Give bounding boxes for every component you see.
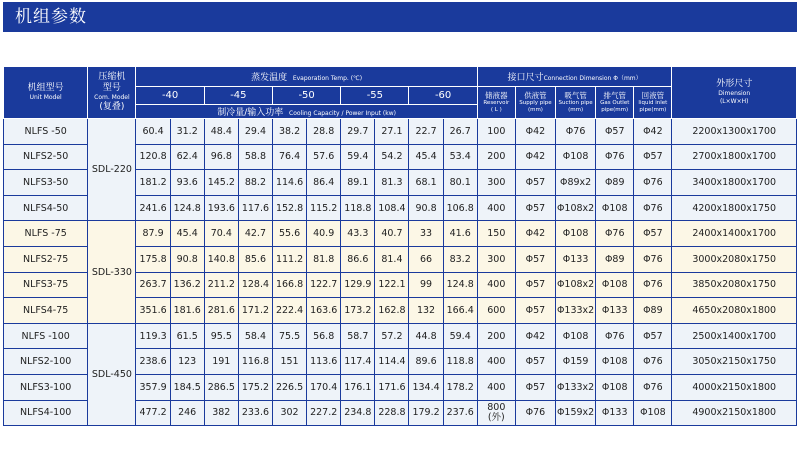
gas-outlet-pipe-cell: Φ57 — [596, 119, 634, 145]
supply-pipe-cell: Φ57 — [515, 374, 555, 400]
value-cell: 115.2 — [307, 195, 341, 221]
reservoir-cell: 400 — [477, 349, 515, 375]
gas-outlet-pipe-cell: Φ133 — [596, 298, 634, 324]
value-cell: 68.1 — [409, 170, 443, 196]
value-cell: 43.3 — [341, 221, 375, 247]
value-cell: 179.2 — [409, 400, 443, 426]
reservoir-note: (外) — [487, 411, 505, 423]
value-cell: 86.4 — [307, 170, 341, 196]
supply-pipe-cell: Φ57 — [515, 170, 555, 196]
dimension-header: 外形尺寸 Dimension (L×W×H) — [672, 67, 797, 119]
supply-pipe-cell: Φ57 — [515, 298, 555, 324]
value-cell: 171.2 — [238, 298, 272, 324]
unit-model-cell: NLFS -100 — [4, 323, 88, 349]
value-cell: 118.8 — [443, 349, 477, 375]
value-cell: 54.2 — [375, 144, 409, 170]
suction-pipe-header: 吸气管 Suction pipe (mm) — [556, 87, 596, 119]
value-cell: 27.1 — [375, 119, 409, 145]
value-cell: 152.8 — [272, 195, 306, 221]
value-cell: 151 — [272, 349, 306, 375]
value-cell: 241.6 — [136, 195, 170, 221]
liquid-inlet-pipe-cell: Φ42 — [634, 119, 672, 145]
unit-model-cell: NLFS3-100 — [4, 374, 88, 400]
value-cell: 166.8 — [272, 272, 306, 298]
supply-pipe-cell: Φ42 — [515, 323, 555, 349]
value-cell: 62.4 — [170, 144, 204, 170]
liquid-inlet-pipe-cell: Φ89 — [634, 298, 672, 324]
liquid-inlet-pipe-cell: Φ57 — [634, 221, 672, 247]
evaporation-temp-header: 蒸发温度 Evaporation Temp. (℃) — [136, 67, 477, 87]
value-cell: 106.8 — [443, 195, 477, 221]
reservoir-cell: 200 — [477, 323, 515, 349]
value-cell: 351.6 — [136, 298, 170, 324]
suction-pipe-cell: Φ108 — [556, 221, 596, 247]
supply-pipe-cell: Φ57 — [515, 349, 555, 375]
dimension-cell: 4900x2150x1800 — [672, 400, 797, 426]
value-cell: 263.7 — [136, 272, 170, 298]
value-cell: 286.5 — [204, 374, 238, 400]
table-row — [4, 119, 797, 145]
gas-outlet-pipe-cell: Φ89 — [596, 170, 634, 196]
value-cell: 29.7 — [341, 119, 375, 145]
value-cell: 90.8 — [170, 246, 204, 272]
value-cell: 302 — [272, 400, 306, 426]
value-cell: 119.3 — [136, 323, 170, 349]
value-cell: 184.5 — [170, 374, 204, 400]
reservoir-cell: 400 — [477, 272, 515, 298]
value-cell: 357.9 — [136, 374, 170, 400]
compressor-model-cell: SDL-330 — [88, 221, 136, 323]
value-cell: 41.6 — [443, 221, 477, 247]
value-cell: 227.2 — [307, 400, 341, 426]
value-cell: 58.4 — [238, 323, 272, 349]
temp-header: -55 — [341, 87, 409, 105]
liquid-inlet-pipe-cell: Φ108 — [634, 400, 672, 426]
value-cell: 76.4 — [272, 144, 306, 170]
value-cell: 40.7 — [375, 221, 409, 247]
supply-pipe-cell: Φ42 — [515, 144, 555, 170]
suction-pipe-cell: Φ159x2 — [556, 400, 596, 426]
reservoir-cell: 150 — [477, 221, 515, 247]
unit-model-cell: NLFS -75 — [4, 221, 88, 247]
value-cell: 57.6 — [307, 144, 341, 170]
suction-pipe-cell: Φ133x2 — [556, 374, 596, 400]
value-cell: 53.4 — [443, 144, 477, 170]
reservoir-cell: 300 — [477, 170, 515, 196]
value-cell: 238.6 — [136, 349, 170, 375]
value-cell: 181.6 — [170, 298, 204, 324]
unit-model-cell: NLFS3-50 — [4, 170, 88, 196]
unit-model-cell: NLFS4-100 — [4, 400, 88, 426]
suction-pipe-cell: Φ108x2 — [556, 195, 596, 221]
value-cell: 31.2 — [170, 119, 204, 145]
suction-pipe-cell: Φ159 — [556, 349, 596, 375]
value-cell: 85.6 — [238, 246, 272, 272]
value-cell: 117.6 — [238, 195, 272, 221]
reservoir-cell: 400 — [477, 195, 515, 221]
value-cell: 93.6 — [170, 170, 204, 196]
value-cell: 83.2 — [443, 246, 477, 272]
dimension-cell: 3400x1800x1700 — [672, 170, 797, 196]
temp-header: -45 — [204, 87, 272, 105]
connection-dimension-header: 接口尺寸Connection Dimension Φ（mm） — [477, 67, 672, 87]
value-cell: 81.8 — [307, 246, 341, 272]
value-cell: 122.1 — [375, 272, 409, 298]
temp-header: -50 — [272, 87, 340, 105]
value-cell: 42.7 — [238, 221, 272, 247]
value-cell: 81.4 — [375, 246, 409, 272]
suction-pipe-cell: Φ108 — [556, 323, 596, 349]
value-cell: 122.7 — [307, 272, 341, 298]
value-cell: 132 — [409, 298, 443, 324]
value-cell: 59.4 — [341, 144, 375, 170]
value-cell: 145.2 — [204, 170, 238, 196]
dimension-cell: 4200x1800x1750 — [672, 195, 797, 221]
suction-pipe-cell: Φ108 — [556, 144, 596, 170]
reservoir-cell: 200 — [477, 144, 515, 170]
gas-outlet-pipe-cell: Φ108 — [596, 374, 634, 400]
liquid-inlet-pipe-cell: Φ57 — [634, 144, 672, 170]
value-cell: 178.2 — [443, 374, 477, 400]
suction-pipe-cell: Φ133x2 — [556, 298, 596, 324]
value-cell: 29.4 — [238, 119, 272, 145]
value-cell: 86.6 — [341, 246, 375, 272]
dimension-cell: 2200x1300x1700 — [672, 119, 797, 145]
temp-header: -40 — [136, 87, 204, 105]
value-cell: 40.9 — [307, 221, 341, 247]
value-cell: 60.4 — [136, 119, 170, 145]
table-row — [4, 221, 797, 247]
table-row — [4, 323, 797, 349]
unit-model-cell: NLFS4-50 — [4, 195, 88, 221]
value-cell: 55.6 — [272, 221, 306, 247]
gas-outlet-pipe-cell: Φ108 — [596, 195, 634, 221]
value-cell: 134.4 — [409, 374, 443, 400]
supply-pipe-cell: Φ42 — [515, 119, 555, 145]
gas-outlet-pipe-cell: Φ76 — [596, 221, 634, 247]
value-cell: 28.8 — [307, 119, 341, 145]
value-cell: 45.4 — [409, 144, 443, 170]
liquid-inlet-pipe-cell: Φ76 — [634, 246, 672, 272]
value-cell: 33 — [409, 221, 443, 247]
unit-model-cell: NLFS2-50 — [4, 144, 88, 170]
value-cell: 59.4 — [443, 323, 477, 349]
value-cell: 111.2 — [272, 246, 306, 272]
suction-pipe-cell: Φ108x2 — [556, 272, 596, 298]
value-cell: 90.8 — [409, 195, 443, 221]
value-cell: 114.4 — [375, 349, 409, 375]
value-cell: 246 — [170, 400, 204, 426]
liquid-inlet-pipe-cell: Φ76 — [634, 374, 672, 400]
dimension-cell: 3050x2150x1750 — [672, 349, 797, 375]
reservoir-cell: 600 — [477, 298, 515, 324]
gas-outlet-pipe-cell: Φ108 — [596, 272, 634, 298]
liquid-inlet-pipe-header: 回液管 liquid inlet pipe(mm) — [634, 87, 672, 119]
dimension-cell: 2700x1800x1700 — [672, 144, 797, 170]
suction-pipe-cell: Φ133 — [556, 246, 596, 272]
dimension-cell: 2400x1400x1700 — [672, 221, 797, 247]
liquid-inlet-pipe-cell: Φ76 — [634, 170, 672, 196]
value-cell: 166.4 — [443, 298, 477, 324]
reservoir-cell: 100 — [477, 119, 515, 145]
liquid-inlet-pipe-cell: Φ76 — [634, 349, 672, 375]
gas-outlet-pipe-header: 排气管 Gas Outlet pipe(mm) — [596, 87, 634, 119]
gas-outlet-pipe-cell: Φ76 — [596, 323, 634, 349]
unit-model-cell: NLFS2-100 — [4, 349, 88, 375]
suction-pipe-cell: Φ89x2 — [556, 170, 596, 196]
value-cell: 173.2 — [341, 298, 375, 324]
value-cell: 128.4 — [238, 272, 272, 298]
value-cell: 163.6 — [307, 298, 341, 324]
value-cell: 81.3 — [375, 170, 409, 196]
unit-model-cell: NLFS4-75 — [4, 298, 88, 324]
value-cell: 118.8 — [341, 195, 375, 221]
value-cell: 162.8 — [375, 298, 409, 324]
compressor-model-header: 压缩机 型号 Com. Model (复叠) — [88, 67, 136, 119]
gas-outlet-pipe-cell: Φ89 — [596, 246, 634, 272]
dimension-cell: 3850x2080x1750 — [672, 272, 797, 298]
value-cell: 281.6 — [204, 298, 238, 324]
value-cell: 123 — [170, 349, 204, 375]
supply-pipe-cell: Φ42 — [515, 221, 555, 247]
cooling-capacity-header: 制冷量/输入功率 Cooling Capacity / Power Input (kw) — [136, 105, 477, 119]
value-cell: 193.6 — [204, 195, 238, 221]
value-cell: 234.8 — [341, 400, 375, 426]
value-cell: 237.6 — [443, 400, 477, 426]
liquid-inlet-pipe-cell: Φ76 — [634, 272, 672, 298]
spec-table — [3, 66, 797, 426]
reservoir-value: 800 — [487, 401, 506, 413]
value-cell: 26.7 — [443, 119, 477, 145]
value-cell: 140.8 — [204, 246, 238, 272]
reservoir-cell: 400 — [477, 374, 515, 400]
value-cell: 176.1 — [341, 374, 375, 400]
value-cell: 57.2 — [375, 323, 409, 349]
value-cell: 191 — [204, 349, 238, 375]
value-cell: 129.9 — [341, 272, 375, 298]
value-cell: 175.2 — [238, 374, 272, 400]
value-cell: 171.6 — [375, 374, 409, 400]
value-cell: 175.8 — [136, 246, 170, 272]
supply-pipe-cell: Φ76 — [515, 400, 555, 426]
value-cell: 222.4 — [272, 298, 306, 324]
dimension-cell: 2500x1400x1700 — [672, 323, 797, 349]
value-cell: 233.6 — [238, 400, 272, 426]
value-cell: 89.6 — [409, 349, 443, 375]
value-cell: 61.5 — [170, 323, 204, 349]
value-cell: 75.5 — [272, 323, 306, 349]
suction-pipe-cell: Φ76 — [556, 119, 596, 145]
value-cell: 226.5 — [272, 374, 306, 400]
value-cell: 170.4 — [307, 374, 341, 400]
dimension-cell: 4000x2150x1800 — [672, 374, 797, 400]
value-cell: 45.4 — [170, 221, 204, 247]
value-cell: 108.4 — [375, 195, 409, 221]
reservoir-cell — [477, 400, 515, 426]
value-cell: 113.6 — [307, 349, 341, 375]
compressor-model-cell: SDL-450 — [88, 323, 136, 425]
liquid-inlet-pipe-cell: Φ76 — [634, 195, 672, 221]
value-cell: 120.8 — [136, 144, 170, 170]
value-cell: 80.1 — [443, 170, 477, 196]
unit-model-cell: NLFS3-75 — [4, 272, 88, 298]
value-cell: 96.8 — [204, 144, 238, 170]
compressor-model-cell: SDL-220 — [88, 119, 136, 221]
supply-pipe-cell: Φ57 — [515, 272, 555, 298]
value-cell: 22.7 — [409, 119, 443, 145]
value-cell: 136.2 — [170, 272, 204, 298]
reservoir-header: 储液器 Reservoir ( L ) — [477, 87, 515, 119]
value-cell: 87.9 — [136, 221, 170, 247]
value-cell: 89.1 — [341, 170, 375, 196]
value-cell: 56.8 — [307, 323, 341, 349]
value-cell: 116.8 — [238, 349, 272, 375]
value-cell: 124.8 — [170, 195, 204, 221]
supply-pipe-cell: Φ57 — [515, 195, 555, 221]
value-cell: 70.4 — [204, 221, 238, 247]
temp-header: -60 — [409, 87, 477, 105]
value-cell: 181.2 — [136, 170, 170, 196]
value-cell: 124.8 — [443, 272, 477, 298]
value-cell: 114.6 — [272, 170, 306, 196]
value-cell: 66 — [409, 246, 443, 272]
gas-outlet-pipe-cell: Φ133 — [596, 400, 634, 426]
value-cell: 58.8 — [238, 144, 272, 170]
supply-pipe-header: 供液管 Supply pipe (mm) — [515, 87, 555, 119]
value-cell: 211.2 — [204, 272, 238, 298]
value-cell: 38.2 — [272, 119, 306, 145]
value-cell: 88.2 — [238, 170, 272, 196]
value-cell: 99 — [409, 272, 443, 298]
value-cell: 382 — [204, 400, 238, 426]
value-cell: 44.8 — [409, 323, 443, 349]
value-cell: 477.2 — [136, 400, 170, 426]
value-cell: 95.5 — [204, 323, 238, 349]
value-cell: 228.8 — [375, 400, 409, 426]
value-cell: 58.7 — [341, 323, 375, 349]
unit-model-cell: NLFS2-75 — [4, 246, 88, 272]
unit-model-cell: NLFS -50 — [4, 119, 88, 145]
reservoir-cell: 300 — [477, 246, 515, 272]
dimension-cell: 4650x2080x1800 — [672, 298, 797, 324]
gas-outlet-pipe-cell: Φ76 — [596, 144, 634, 170]
supply-pipe-cell: Φ57 — [515, 246, 555, 272]
dimension-cell: 3000x2080x1750 — [672, 246, 797, 272]
value-cell: 48.4 — [204, 119, 238, 145]
liquid-inlet-pipe-cell: Φ57 — [634, 323, 672, 349]
unit-model-header: 机组型号 Unit Model — [4, 67, 88, 119]
value-cell: 117.4 — [341, 349, 375, 375]
gas-outlet-pipe-cell: Φ108 — [596, 349, 634, 375]
page-title: 机组参数 — [3, 2, 797, 32]
